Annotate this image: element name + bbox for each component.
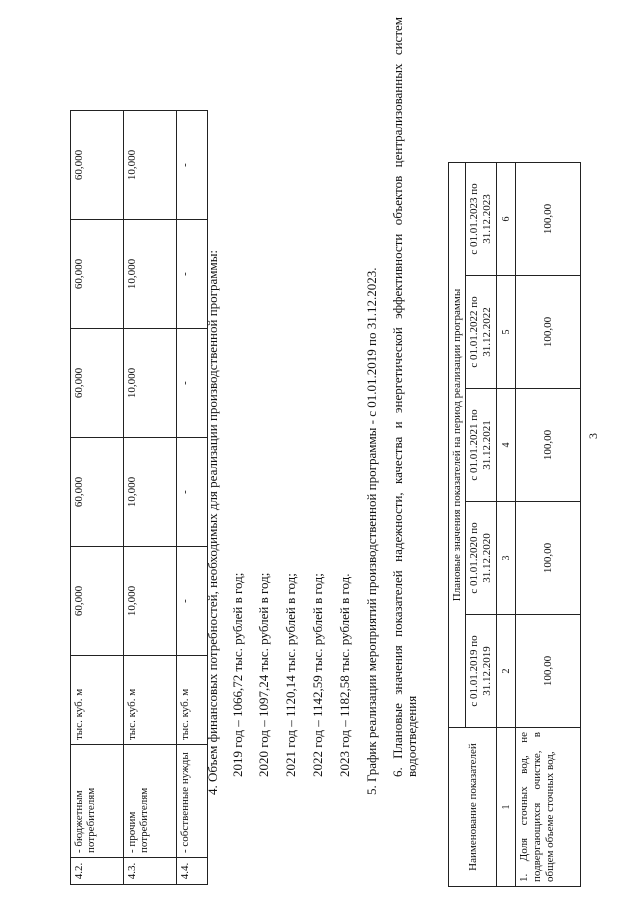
row-number: 4.3.	[124, 858, 177, 885]
indicator-name: 1. Доля сточных вод, не подвергающихся очистке, в общем объеме сточных вод,	[516, 728, 581, 887]
indicator-value: 100,00	[516, 502, 581, 615]
column-index: 4	[497, 389, 516, 502]
row-value: -	[177, 329, 208, 438]
table-index-row	[497, 163, 516, 887]
column-index: 6	[497, 163, 516, 276]
row-name: - собственные нужды	[177, 745, 208, 858]
row-value: 10,000	[124, 111, 177, 220]
volume-table	[70, 110, 208, 885]
header-period: с 01.01.2022 по 31.12.2022	[466, 276, 497, 389]
row-number: 4.4.	[177, 858, 208, 885]
table-row	[124, 111, 177, 885]
row-value: 60,000	[71, 547, 124, 656]
finance-item-2023: 2023 год – 1182,58 тыс. рублей в год.	[337, 573, 352, 777]
row-value: 60,000	[71, 329, 124, 438]
indicator-value: 100,00	[516, 615, 581, 728]
header-name: Наименование показателей	[449, 728, 497, 887]
row-number: 4.2.	[71, 858, 124, 885]
finance-item-2021: 2021 год – 1120,14 тыс. рублей в год;	[283, 573, 298, 777]
table-row	[177, 111, 208, 885]
finance-item-2019: 2019 год – 1066,72 тыс. рублей в год;	[230, 572, 245, 777]
row-value: -	[177, 547, 208, 656]
row-name: - прочим потребителям	[124, 745, 177, 858]
row-unit: тыс. куб. м	[71, 656, 124, 745]
row-value: -	[177, 111, 208, 220]
row-value: 10,000	[124, 220, 177, 329]
row-value: -	[177, 438, 208, 547]
indicator-value: 100,00	[516, 276, 581, 389]
row-value: 60,000	[71, 111, 124, 220]
column-index: 5	[497, 276, 516, 389]
section-4-title: 4. Объем финансовых потребностей, необходимых для реализации производственной программы:	[205, 249, 220, 795]
column-index: 2	[497, 615, 516, 728]
header-group: Плановые значения показателей на период реализации программы	[449, 163, 466, 728]
indicator-value: 100,00	[516, 163, 581, 276]
header-period: с 01.01.2023 по 31.12.2023	[466, 163, 497, 276]
column-index: 3	[497, 502, 516, 615]
page-number: 3	[586, 433, 600, 439]
row-unit: тыс. куб. м	[177, 656, 208, 745]
finance-item-2020: 2020 год – 1097,24 тыс. рублей в год;	[256, 572, 271, 777]
row-value: 10,000	[124, 547, 177, 656]
header-period: с 01.01.2020 по 31.12.2020	[466, 502, 497, 615]
table-row	[71, 111, 124, 885]
row-value: -	[177, 220, 208, 329]
table-header-row	[449, 163, 466, 887]
column-index: 1	[497, 728, 516, 887]
header-period: с 01.01.2021 по 31.12.2021	[466, 389, 497, 502]
row-value: 10,000	[124, 438, 177, 547]
section-5-title: 5. График реализации мероприятий производственной программы - с 01.01.2019 по 31.12.2023.	[364, 267, 379, 795]
row-unit: тыс. куб. м	[124, 656, 177, 745]
indicator-value: 100,00	[516, 389, 581, 502]
finance-item-2022: 2022 год – 1142,59 тыс. рублей в год;	[310, 573, 325, 777]
row-value: 60,000	[71, 438, 124, 547]
table-row	[516, 163, 581, 887]
row-name: - бюджетным потребителям	[71, 745, 124, 858]
row-value: 10,000	[124, 329, 177, 438]
row-value: 60,000	[71, 220, 124, 329]
section-6-title: 6. Плановые значения показателей надежности, качества и энергетической эффективности объектов централизованных систем водоотведения	[390, 17, 419, 777]
indicators-table	[448, 162, 581, 887]
header-period: с 01.01.2019 по 31.12.2019	[466, 615, 497, 728]
